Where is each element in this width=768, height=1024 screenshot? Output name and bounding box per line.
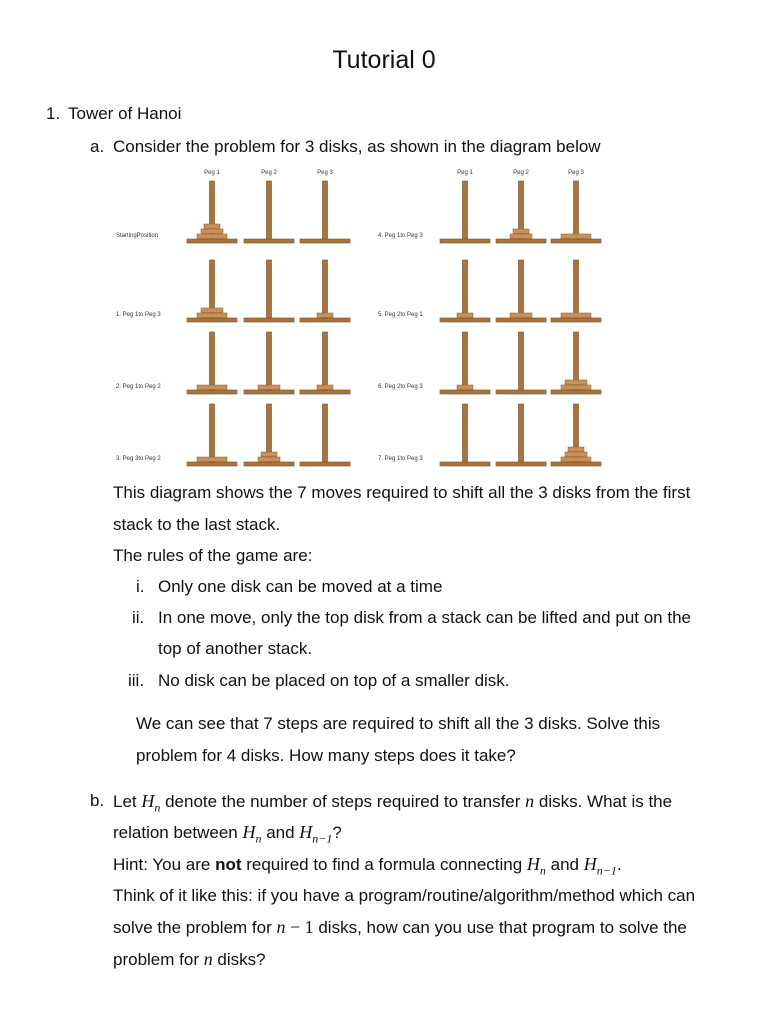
move-label: 4. Peg 1to Peg 3 <box>378 233 423 239</box>
disk <box>457 313 473 318</box>
peg-base <box>440 239 490 243</box>
part-b-marker: b. <box>90 791 105 810</box>
peg-header-label: Peg 3 <box>317 170 333 176</box>
rule-2-text: In one move, only the top disk from a stack can be lifted and put on the <box>158 608 691 627</box>
peg-base <box>244 239 294 243</box>
peg-header-label: Peg 1 <box>457 170 473 176</box>
disk <box>317 385 333 390</box>
disk <box>561 457 591 462</box>
peg-pole <box>463 332 468 390</box>
math-h-n-minus-1: $H_{n-1}$ <box>299 822 333 846</box>
peg-header-label: Peg 2 <box>513 170 529 176</box>
move-label: 6. Peg 2to Peg 3 <box>378 384 423 390</box>
disk <box>258 385 280 390</box>
move-label: 2. Peg 1to Peg 2 <box>116 384 161 390</box>
peg-pole <box>574 260 579 318</box>
peg-pole <box>574 181 579 239</box>
disk <box>204 224 220 229</box>
disk <box>561 313 591 318</box>
peg-base <box>300 318 350 322</box>
part-b-line-1: Let $H_n$ denote the number of steps required to transfer n disks. What is the <box>113 791 673 815</box>
question-1-number: 1. <box>46 104 61 123</box>
disk <box>457 385 473 390</box>
peg-pole <box>323 404 328 462</box>
rule-1-marker: i. <box>136 577 145 596</box>
disk <box>197 457 227 462</box>
peg-base <box>300 390 350 394</box>
disk <box>565 452 587 457</box>
disk <box>568 447 584 452</box>
peg-base <box>300 462 350 466</box>
peg-pole <box>519 260 524 318</box>
rule-2-marker: ii. <box>132 608 145 627</box>
rule-2-text-continued: top of another stack. <box>158 639 313 658</box>
peg-pole <box>323 181 328 239</box>
math-h-n-minus-1: $H_{n-1}$ <box>583 854 617 878</box>
peg-base <box>496 239 546 243</box>
question-1-heading: Tower of Hanoi <box>68 104 182 123</box>
peg-base <box>187 239 237 243</box>
peg-base <box>244 390 294 394</box>
think-line-3: problem for n disks? <box>113 949 266 969</box>
math-h-n: $H_n$ <box>526 854 546 878</box>
disk <box>510 234 532 239</box>
peg-base <box>187 462 237 466</box>
hint-emphasis: not <box>215 855 242 874</box>
disk <box>261 452 277 457</box>
peg-pole <box>463 181 468 239</box>
part-a-text: Consider the problem for 3 disks, as shown in the diagram below <box>113 137 601 156</box>
peg-base <box>551 462 601 466</box>
peg-header-label: Peg 2 <box>261 170 277 176</box>
disk <box>510 313 532 318</box>
move-label: 1. Peg 1to Peg 3 <box>116 312 161 318</box>
peg-base <box>496 390 546 394</box>
rules-intro: The rules of the game are: <box>113 546 313 565</box>
peg-pole <box>323 332 328 390</box>
peg-pole <box>323 260 328 318</box>
peg-base <box>187 318 237 322</box>
peg-base <box>440 390 490 394</box>
peg-pole <box>210 404 215 462</box>
peg-base <box>187 390 237 394</box>
disk <box>197 385 227 390</box>
page-title: Tutorial 0 <box>332 46 436 74</box>
peg-base <box>440 462 490 466</box>
peg-header-label: Peg 1 <box>204 170 220 176</box>
peg-base <box>440 318 490 322</box>
disk <box>258 457 280 462</box>
disk <box>561 385 591 390</box>
disk <box>513 229 529 234</box>
math-n-minus-1: n − 1 <box>276 917 314 937</box>
math-n: n <box>525 791 535 811</box>
move-label: 3. Peg 3to Peg 2 <box>116 456 161 462</box>
disk <box>565 380 587 385</box>
peg-base <box>551 318 601 322</box>
peg-base <box>496 462 546 466</box>
rule-3-text: No disk can be placed on top of a smaller disk. <box>158 671 510 690</box>
part-b-line-2: relation between $H_n$ and $H_{n-1}$? <box>113 822 342 846</box>
peg-base <box>244 462 294 466</box>
math-h-n: $H_n$ <box>242 822 262 846</box>
disk <box>317 313 333 318</box>
disk <box>561 234 591 239</box>
disk <box>201 308 223 313</box>
tower-of-hanoi-diagram <box>100 160 620 470</box>
disk <box>197 234 227 239</box>
diagram-caption-line-2: stack to the last stack. <box>113 515 281 534</box>
peg-pole <box>210 332 215 390</box>
disk <box>197 313 227 318</box>
peg-base <box>244 318 294 322</box>
rule-1-text: Only one disk can be moved at a time <box>158 577 443 596</box>
rule-3-marker: iii. <box>128 671 145 690</box>
peg-pole <box>519 332 524 390</box>
part-a-marker: a. <box>90 137 105 156</box>
move-label: 5. Peg 2to Peg 1 <box>378 312 423 318</box>
peg-base <box>551 390 601 394</box>
think-line-1: Think of it like this: if you have a program/routine/algorithm/method which can <box>113 886 696 905</box>
peg-base <box>300 239 350 243</box>
move-label: StartingPosition <box>116 233 159 239</box>
disk <box>201 229 223 234</box>
diagram-caption-line-1: This diagram shows the 7 moves required to shift all the 3 disks from the first <box>113 483 691 502</box>
peg-pole <box>519 404 524 462</box>
peg-base <box>551 239 601 243</box>
peg-pole <box>267 260 272 318</box>
peg-base <box>496 318 546 322</box>
peg-header-label: Peg 3 <box>568 170 584 176</box>
peg-pole <box>463 260 468 318</box>
move-label: 7. Peg 1to Peg 3 <box>378 456 423 462</box>
peg-pole <box>267 332 272 390</box>
paragraph-line-2: problem for 4 disks. How many steps does it take? <box>136 746 516 765</box>
paragraph-line-1: We can see that 7 steps are required to shift all the 3 disks. Solve this <box>136 714 661 733</box>
think-line-2: solve the problem for n − 1 disks, how can you use that program to solve the <box>113 917 687 937</box>
math-h-n: $H_n$ <box>141 791 161 815</box>
peg-pole <box>463 404 468 462</box>
math-n: n <box>203 949 213 969</box>
hint-line: Hint: You are not required to find a formula connecting $H_n$ and $H_{n-1}$. <box>113 854 622 878</box>
peg-pole <box>267 181 272 239</box>
